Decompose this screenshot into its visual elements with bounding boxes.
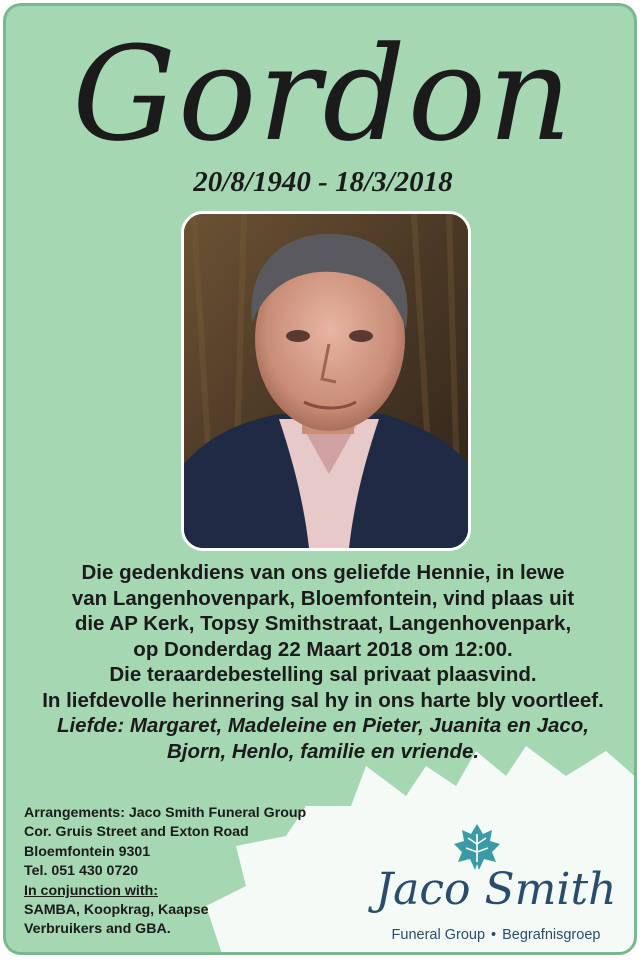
notice-line: op Donderdag 22 Maart 2018 om 12:00.: [133, 637, 513, 661]
tagline-funeral-group: Funeral Group: [391, 927, 486, 943]
tagline-separator: •: [491, 927, 497, 943]
family-line: Liefde: Margaret, Madeleine en Pieter, Juanita en Jaco,: [56, 714, 590, 737]
deceased-name: Gordon: [72, 18, 574, 170]
portrait-image: [184, 214, 468, 548]
address-line: Cor. Gruis Street and Exton Road: [24, 824, 249, 841]
notice-line: Die gedenkdiens van ons geliefde Hennie, in lewe: [81, 561, 565, 584]
notice-line: van Langenhovenpark, Bloemfontein, vind plaas uit: [71, 586, 575, 610]
arrangements-line: Arrangements: Jaco Smith Funeral Group: [24, 805, 307, 821]
brand-name: Jaco Smith: [375, 864, 617, 915]
notice-line: In liefdevolle herinnering sal hy in ons harte bly voortleef.: [42, 688, 604, 712]
address-line: Bloemfontein 9301: [24, 843, 151, 860]
memorial-card: [3, 3, 637, 955]
family-line: Bjorn, Henlo, familie en vriende.: [166, 739, 480, 763]
tagline-begrafnisgroep: Begrafnisgroep: [502, 927, 601, 943]
partners-line: Verbruikers and GBA.: [24, 921, 171, 938]
notice-line: die AP Kerk, Topsy Smithstraat, Langenhovenpark,: [74, 612, 572, 635]
phone-line: Tel. 051 430 0720: [24, 863, 139, 880]
conjunction-label: In conjunction with:: [24, 882, 158, 899]
brand-tagline: [351, 927, 637, 943]
partners-line: SAMBA, Koopkrag, Kaapse: [24, 902, 209, 919]
portrait-photo: [181, 211, 471, 551]
notice-line: Die teraardebestelling sal privaat plaasvind.: [109, 663, 537, 686]
life-dates: 20/8/1940 - 18/3/2018: [193, 166, 453, 198]
contact-details: [24, 804, 306, 940]
service-notice: [6, 560, 637, 764]
